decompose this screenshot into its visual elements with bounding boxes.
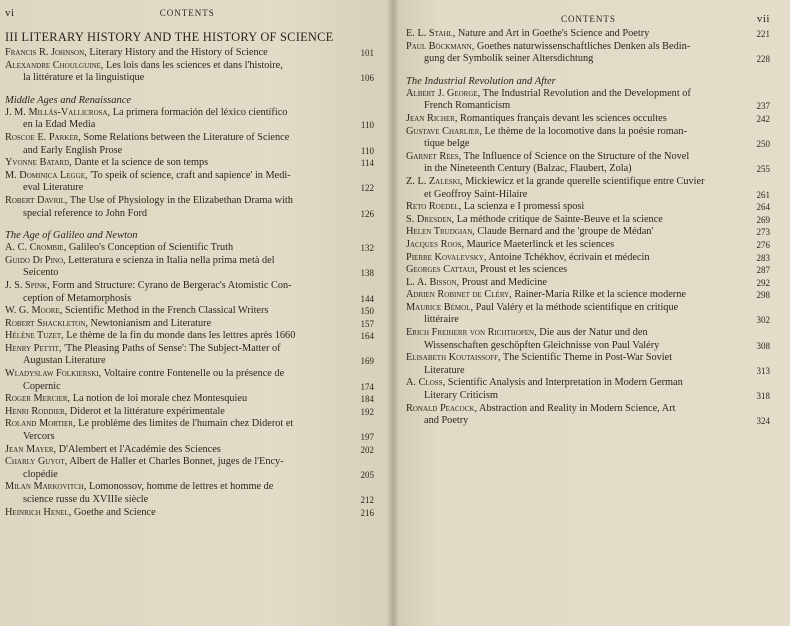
toc-title: Dante et la science de son temps: [71, 157, 209, 169]
toc-entry-text: [406, 377, 750, 402]
toc-author: Alexandre Choulguine,: [5, 59, 104, 71]
toc-author: Wladyslaw Folkierski,: [5, 368, 102, 380]
toc-title: La scienza e I promessi sposi: [461, 201, 585, 213]
toc-entry: [406, 113, 770, 126]
toc-title-continued: Copernic: [23, 380, 61, 392]
toc-title-continued: clopédie: [23, 468, 58, 480]
toc-title-continued: science russe du XVIIIe siècle: [23, 494, 149, 505]
toc-title: Newtonianism and Literature: [87, 317, 212, 329]
toc-author: E. L. Stahl,: [406, 28, 456, 39]
toc-title-continued: eval Literature: [23, 182, 84, 194]
toc-entry: [406, 226, 770, 239]
toc-page-number: 101: [360, 48, 374, 58]
toc-page-number: 269: [756, 214, 770, 225]
toc-entry: [406, 327, 770, 352]
toc-entry-text: [5, 507, 354, 520]
left-page: [0, 0, 392, 626]
toc-title: La primera formación del léxico científico: [110, 106, 288, 118]
toc-entry-text: [5, 481, 354, 506]
toc-title-continued: en la Edad Media: [23, 119, 96, 131]
toc-page-number: 318: [756, 391, 770, 402]
section-title: III LITERARY HISTORY AND THE HISTORY OF SCIENCE: [5, 30, 334, 44]
toc-title-continued: tique belge: [424, 138, 470, 150]
toc-entry-text: [5, 418, 354, 443]
toc-entry: [406, 403, 770, 428]
toc-entry-text: [406, 226, 750, 239]
toc-title: Romantiques français devant les sciences occultes: [457, 112, 667, 124]
toc-page-number: 324: [756, 416, 770, 427]
toc-page-number: 292: [756, 277, 770, 288]
toc-author: Jacques Roos,: [406, 238, 465, 250]
toc-title: Scientific Analysis and Interpretation in Modern German: [445, 377, 683, 389]
toc-title-continued: littéraire: [424, 314, 459, 326]
toc-page-number: 157: [360, 318, 374, 329]
toc-subheading: Middle Ages and Renaissance: [5, 94, 132, 106]
toc-page-number: 174: [360, 381, 374, 392]
toc-author: J. S. Spink,: [5, 279, 50, 291]
toc-entry-text: [406, 88, 750, 113]
toc-entry-text: [5, 132, 354, 157]
toc-entry: [5, 444, 374, 457]
toc-author: Robert Davril,: [5, 194, 68, 206]
toc-entry: [5, 456, 374, 481]
toc-entry: [5, 507, 374, 520]
toc-page-number: 237: [756, 101, 770, 112]
toc-page-number: 184: [360, 394, 374, 405]
toc-entry-text: [406, 126, 750, 151]
toc-entry: [406, 41, 770, 66]
toc-entry-text: [5, 107, 354, 132]
toc-page-number: 264: [756, 202, 770, 213]
toc-author: Hélène Tuzet,: [5, 330, 64, 342]
toc-title: La méthode critique de Sainte-Beuve et la science: [454, 213, 663, 225]
toc-page-number: 197: [360, 432, 374, 443]
toc-author: Roger Mercier,: [5, 393, 71, 405]
toc-title: Nature and Art in Goethe's Science and Poetry: [455, 28, 650, 39]
toc-page-number: 250: [756, 139, 770, 150]
running-head-title-right: CONTENTS: [560, 14, 616, 24]
toc-page-number: 202: [360, 444, 374, 455]
toc-page-number: 114: [360, 158, 374, 169]
toc-entry-text: [406, 201, 750, 214]
toc-page-number: 261: [756, 189, 770, 200]
toc-page-number: 110: [360, 145, 374, 156]
toc-entry-text: [406, 28, 750, 41]
toc-author: Yvonne Batard,: [5, 157, 72, 169]
toc-entry-text: [406, 403, 750, 428]
toc-title: Letteratura e scienza in Italia nella prima metà del: [65, 254, 275, 266]
toc-entry: [5, 195, 374, 220]
toc-author: Z. L. Zaleski,: [406, 175, 463, 187]
toc-page-number: 122: [360, 183, 374, 194]
toc-author: Adrien Robinet de Cléry,: [406, 289, 512, 301]
toc-title: The Use of Physiology in the Elizabethan Drama with: [67, 194, 293, 206]
toc-entry: [5, 318, 374, 331]
toc-title-continued: Literature: [424, 364, 465, 376]
toc-page-number: 106: [360, 73, 374, 84]
toc-entry-text: [406, 151, 750, 176]
toc-entry: [5, 242, 374, 255]
toc-title-continued: Augustan Literature: [23, 355, 106, 367]
toc-page-number: 221: [756, 29, 770, 39]
toc-author: Jean Mayer,: [5, 443, 57, 455]
toc-entry-text: [406, 327, 750, 352]
toc-entry-text: [5, 242, 354, 255]
toc-page-number: 255: [756, 164, 770, 175]
toc-entry-text: [5, 393, 354, 406]
toc-page-number: 302: [756, 315, 770, 326]
toc-title: Les lois dans les sciences et dans l'histoire,: [103, 59, 283, 71]
toc-entry: [406, 176, 770, 201]
right-page: [392, 0, 790, 626]
toc-entry: [406, 352, 770, 377]
toc-author: Paul Böckmann,: [406, 40, 475, 52]
toc-title: The Industrial Revolution and the Development of: [480, 87, 691, 99]
toc-title: Mickiewicz et la grande querelle scientifique entre Cuvier: [462, 175, 705, 187]
toc-page-number: 273: [756, 227, 770, 238]
toc-title: Die aus der Natur und den: [536, 327, 648, 339]
toc-entry-text: [406, 252, 750, 265]
toc-subheading: The Industrial Revolution and After: [406, 75, 556, 87]
toc-author: Erich Freiherr von Richthofen,: [406, 327, 537, 339]
running-head-title-left: CONTENTS: [159, 8, 215, 18]
toc-entry: [406, 252, 770, 265]
toc-title: Proust et les sciences: [477, 264, 568, 276]
toc-title: The Influence of Science on the Structure of the Novel: [461, 150, 690, 162]
toc-title: Abstraction and Reality in Modern Science, Art: [477, 402, 676, 414]
toc-entry: [5, 368, 374, 393]
toc-title-continued: Seicento: [23, 267, 59, 279]
toc-entry: [5, 132, 374, 157]
toc-title-continued: gung der Symbolik seiner Altersdichtung: [424, 53, 594, 65]
toc-title: Le thème de la fin du monde dans les lettres après 1660: [63, 330, 296, 342]
toc-page-number: 144: [360, 293, 374, 304]
toc-entry-text: [5, 456, 354, 481]
toc-entry: [5, 305, 374, 318]
toc-title: Paul Valéry et la méthode scientifique en critique: [473, 301, 679, 313]
toc-entry-text: [5, 60, 354, 85]
toc-entry: [406, 201, 770, 214]
toc-subheading: The Age of Galileo and Newton: [5, 230, 138, 242]
toc-author: Robert Shackleton,: [5, 317, 88, 329]
toc-entry-text: [406, 214, 750, 227]
toc-author: Charly Guyot,: [5, 456, 68, 468]
toc-entry: [406, 277, 770, 290]
toc-page-number: 283: [756, 252, 770, 263]
toc-author: J. M. Millás-Vallicrosa,: [5, 106, 111, 118]
toc-title-continued: special reference to John Ford: [23, 207, 148, 219]
toc-author: L. A. Bisson,: [406, 276, 460, 288]
toc-page-number: 110: [360, 120, 374, 131]
toc-entry-text: [5, 157, 354, 170]
toc-title: Le thème de la locomotive dans la poésie roman-: [481, 125, 687, 137]
toc-author: Roland Mortier,: [5, 418, 76, 430]
toc-author: Gustave Charlier,: [406, 125, 482, 137]
toc-entry-text: [5, 47, 354, 60]
toc-title: Galileo's Conception of Scientific Truth: [66, 242, 234, 254]
toc-entry: [5, 170, 374, 195]
toc-title-continued: ception of Metamorphosis: [23, 292, 132, 304]
toc-entry-text: [406, 176, 750, 201]
toc-author: Albert J. George,: [406, 87, 481, 99]
toc-entry: [406, 88, 770, 113]
toc-entry: [5, 418, 374, 443]
toc-author: W. G. Moore,: [5, 305, 63, 317]
toc-title-continued: Literary Criticism: [424, 390, 499, 402]
toc-title-continued: Vercors: [23, 431, 55, 443]
toc-page-number: 298: [756, 290, 770, 301]
toc-page-number: 126: [360, 208, 374, 219]
toc-author: Georges Cattaui,: [406, 264, 478, 276]
toc-author: Guido Di Pino,: [5, 254, 66, 266]
toc-entry: [5, 157, 374, 170]
toc-page-number: 164: [360, 331, 374, 342]
toc-entry-text: [406, 239, 750, 252]
toc-author: A. Closs,: [406, 377, 446, 389]
toc-title-continued: Wissenschaften geschöpften Gleichnisse von Paul Valéry: [424, 339, 660, 351]
toc-page-number: 212: [360, 495, 374, 505]
toc-entry-text: [5, 305, 354, 318]
toc-entry-text: [5, 280, 354, 305]
toc-entry: [5, 280, 374, 305]
toc-title: Goethe and Science: [71, 506, 156, 518]
toc-entry: [406, 289, 770, 302]
toc-author: Elisabeth Koutaissoff,: [406, 352, 501, 364]
toc-page-number: 276: [756, 239, 770, 250]
toc-entry-text: [5, 255, 354, 280]
toc-title-continued: in the Nineteenth Century (Balzac, Flaubert, Zola): [424, 163, 632, 175]
toc-entry: [406, 151, 770, 176]
toc-title: Antoine Tchékhov, écrivain et médecin: [486, 251, 650, 263]
right-toc-list: [406, 28, 770, 428]
toc-author: Francis R. Johnson,: [5, 47, 87, 58]
toc-entry: [406, 239, 770, 252]
toc-entry: [406, 264, 770, 277]
toc-entry-text: [406, 289, 750, 302]
toc-title: Scientific Method in the French Classical Writers: [62, 305, 269, 317]
folio-right: vii: [756, 13, 770, 25]
toc-title: Rainer-Maria Rilke et la science moderne: [511, 289, 686, 301]
toc-page-number: 138: [360, 268, 374, 279]
toc-entry: [5, 406, 374, 419]
toc-entry: [5, 330, 374, 343]
toc-entry-text: [406, 264, 750, 277]
toc-author: Jean Richer,: [406, 112, 458, 124]
toc-page-number: 150: [360, 306, 374, 317]
toc-author: Reto Roedel,: [406, 201, 462, 213]
toc-entry: [5, 393, 374, 406]
toc-title: Albert de Haller et Charles Bonnet, juges de l'Ency-: [67, 456, 284, 468]
toc-entry: [5, 107, 374, 132]
toc-entry: [406, 28, 770, 41]
toc-entry: [5, 255, 374, 280]
toc-entry: [406, 126, 770, 151]
toc-entry: [406, 302, 770, 327]
toc-entry-text: [5, 330, 354, 343]
toc-entry-text: [5, 368, 354, 393]
toc-title-continued: and Early English Prose: [23, 144, 123, 156]
toc-entry-text: [5, 343, 354, 368]
toc-page-number: 308: [756, 340, 770, 351]
toc-author: S. Dresden,: [406, 213, 455, 225]
toc-entry: [5, 481, 374, 506]
toc-page-number: 216: [360, 507, 374, 518]
toc-title: Goethes naturwissenschaftliches Denken als Bedin-: [474, 40, 691, 52]
toc-author: Ronald Peacock,: [406, 402, 478, 414]
toc-author: A. C. Crombie,: [5, 242, 67, 254]
toc-page-number: 242: [756, 113, 770, 124]
toc-title: The Scientific Theme in Post-War Soviet: [500, 352, 673, 364]
toc-title: Lomonossov, homme de lettres et homme de: [86, 481, 274, 493]
toc-title: Maurice Maeterlinck et les sciences: [464, 238, 615, 250]
toc-entry: [406, 214, 770, 227]
toc-page-number: 313: [756, 365, 770, 376]
book-gutter: [388, 0, 398, 626]
toc-author: Roscoe E. Parker,: [5, 131, 81, 143]
toc-entry-text: [406, 302, 750, 327]
toc-title: Voltaire contre Fontenelle ou la présence de: [101, 368, 285, 380]
toc-author: Pierre Kovalevsky,: [406, 251, 487, 263]
toc-page-number: 205: [360, 469, 374, 480]
toc-title: D'Alembert et l'Académie des Sciences: [56, 443, 221, 455]
toc-entry-text: [5, 195, 354, 220]
toc-author: M. Dominica Legge,: [5, 169, 88, 181]
toc-title: Proust and Medicine: [459, 276, 547, 288]
toc-page-number: 132: [360, 243, 374, 254]
toc-author: Heinrich Henel,: [5, 506, 72, 518]
left-toc-list: [5, 47, 374, 519]
toc-page-number: 228: [756, 54, 770, 65]
toc-title-continued: et Geoffroy Saint-Hilaire: [424, 188, 528, 200]
toc-entry: [5, 60, 374, 85]
toc-entry: [406, 377, 770, 402]
toc-title-continued: and Poetry: [424, 415, 469, 427]
running-head-right: [406, 10, 770, 28]
toc-title: Some Relations between the Literature of Science: [80, 131, 290, 143]
toc-author: Helen Trudgian,: [406, 226, 475, 238]
toc-entry-text: [5, 406, 354, 419]
toc-page-number: 169: [360, 356, 374, 367]
toc-entry-text: [5, 318, 354, 331]
toc-title: 'To speik of science, craft and sapience' in Medi-: [87, 169, 291, 181]
toc-page-number: 287: [756, 265, 770, 276]
toc-entry-text: [5, 170, 354, 195]
toc-entry-text: [406, 41, 750, 66]
toc-title: Claude Bernard and the 'groupe de Médan': [474, 226, 654, 238]
toc-author: Henry Pettit,: [5, 342, 62, 354]
toc-title: La notion de loi morale chez Montesquieu: [70, 393, 248, 405]
toc-entry-text: [5, 444, 354, 457]
toc-title: 'The Pleasing Paths of Sense': The Subject-Matter of: [61, 342, 281, 354]
toc-title: Literary History and the History of Science: [86, 47, 268, 58]
folio-left: vi: [5, 7, 15, 19]
toc-entry: [5, 343, 374, 368]
toc-author: Milan Markovitch,: [5, 481, 87, 493]
toc-title: Diderot et la littérature expérimentale: [67, 405, 225, 417]
toc-entry: [5, 47, 374, 60]
toc-entry-text: [406, 113, 750, 126]
toc-author: Maurice Bémol,: [406, 301, 474, 313]
toc-title-continued: la littérature et la linguistique: [23, 72, 145, 84]
toc-page-number: 192: [360, 406, 374, 417]
toc-author: Garnet Rees,: [406, 150, 462, 162]
toc-author: Henri Roddier,: [5, 405, 68, 417]
toc-title-continued: French Romanticism: [424, 100, 511, 112]
toc-title: Le problème des limites de l'humain chez Diderot et: [75, 418, 294, 430]
toc-entry-text: [406, 277, 750, 290]
running-head-left: [5, 4, 374, 22]
toc-title: Form and Structure: Cyrano de Bergerac's Atomistic Con-: [49, 279, 292, 291]
toc-entry-text: [406, 352, 750, 377]
